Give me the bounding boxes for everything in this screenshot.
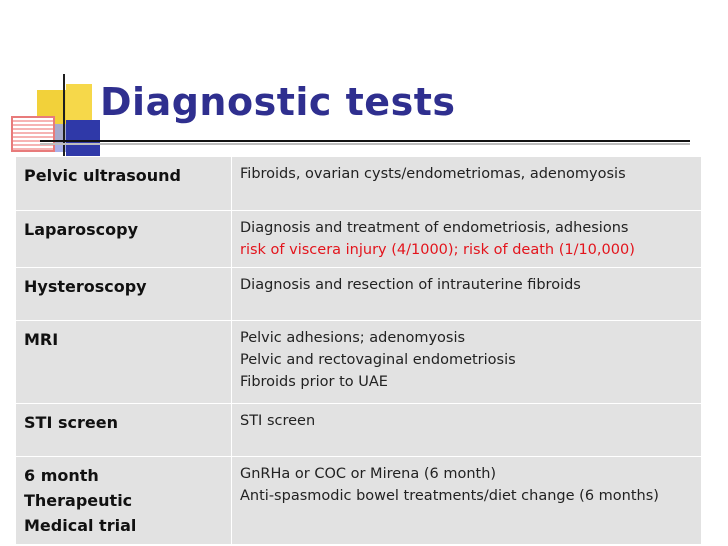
detail-line: Pelvic adhesions; adenomyosis [240, 330, 466, 346]
logo-red-striped-square [11, 116, 55, 152]
test-name: MRI [16, 321, 232, 404]
test-name: Hysteroscopy [16, 268, 232, 321]
test-name: STI screen [16, 404, 232, 457]
detail-line: Anti-spasmodic bowel treatments/diet change (6 months) [240, 488, 659, 504]
test-details [232, 321, 702, 404]
detail-line: Diagnosis and resection of intrauterine fibroids [240, 277, 581, 293]
test-name [16, 457, 232, 545]
risk-warning-line: risk of viscera injury (4/1000); risk of death (1/10,000) [240, 242, 635, 258]
detail-line: Pelvic and rectovaginal endometriosis [240, 352, 516, 368]
table-row [16, 404, 702, 457]
detail-line: STI screen [240, 413, 316, 429]
detail-line: Diagnosis and treatment of endometriosis, adhesions [240, 220, 629, 236]
table-row [16, 457, 702, 545]
slide-title: Diagnostic tests [100, 80, 456, 124]
table-row [16, 211, 702, 268]
test-details [232, 157, 702, 211]
detail-line: Fibroids prior to UAE [240, 374, 388, 390]
detail-line: GnRHa or COC or Mirena (6 month) [240, 466, 497, 482]
title-underline [40, 140, 690, 142]
test-name-line: Medical trial [24, 516, 137, 535]
detail-line: Fibroids, ovarian cysts/endometriomas, adenomyosis [240, 166, 626, 182]
table-row [16, 268, 702, 321]
test-details [232, 211, 702, 268]
table-row [16, 157, 702, 211]
test-name-line: 6 month [24, 466, 99, 485]
title-underline-shadow [40, 143, 690, 145]
decorative-squares-logo [0, 0, 110, 160]
test-name-line: Therapeutic [24, 491, 133, 510]
test-name: Pelvic ultrasound [16, 157, 232, 211]
test-name: Laparoscopy [16, 211, 232, 268]
logo-blue-square [66, 120, 100, 158]
test-details [232, 404, 702, 457]
test-details [232, 457, 702, 545]
logo-vertical-line [63, 74, 65, 160]
test-details [232, 268, 702, 321]
diagnostic-tests-table [15, 156, 702, 545]
table-row [16, 321, 702, 404]
